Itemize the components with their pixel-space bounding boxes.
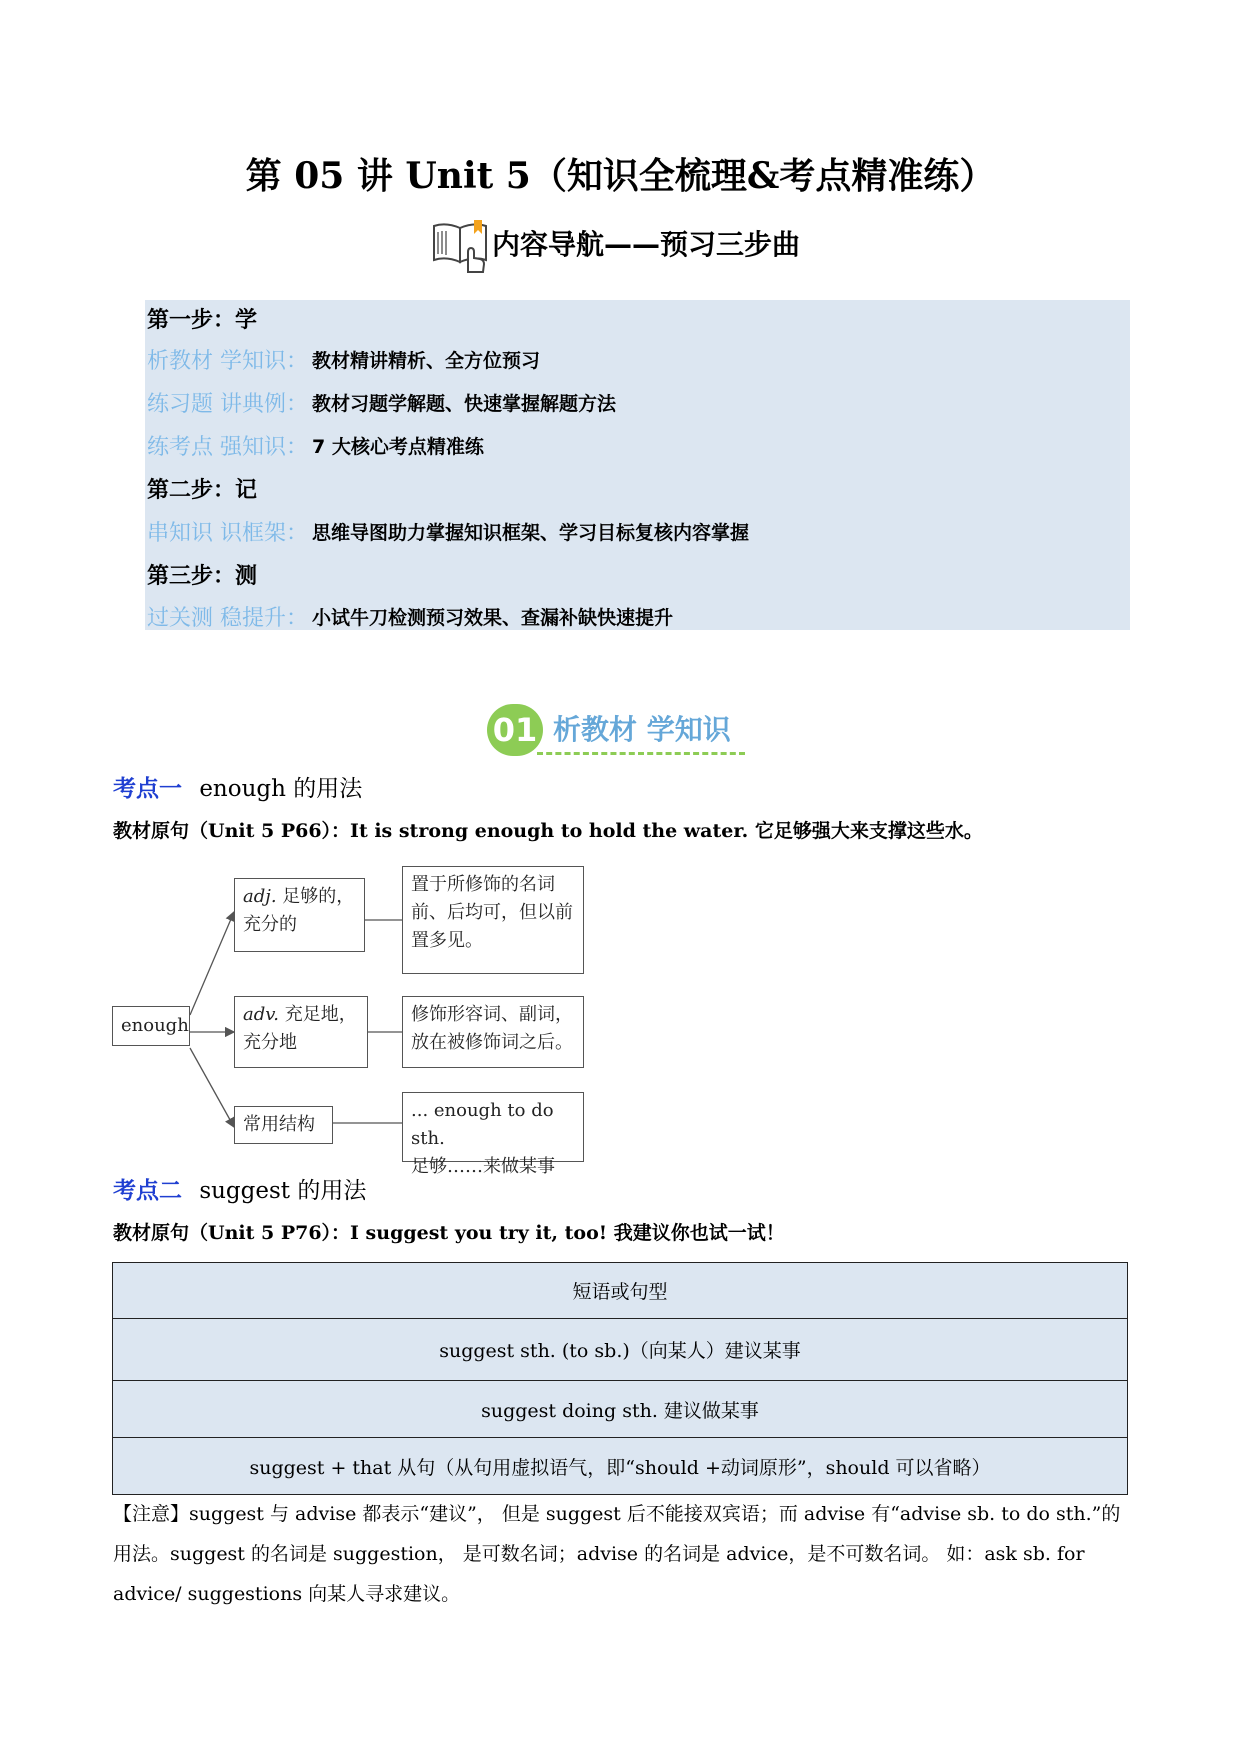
step-item-desc: 思维导图助力掌握知识框架、学习目标复核内容掌握 — [312, 521, 750, 544]
step-item-desc: 教材习题学解题、快速掌握解题方法 — [312, 392, 617, 415]
book-pointer-icon — [430, 212, 492, 274]
section-badge — [487, 700, 757, 762]
textbook-original-sentence: 教材原句（Unit 5 P76）：I suggest you try it, too! 我建议你也试一试！ — [113, 1222, 785, 1244]
content-navigation-heading — [430, 212, 800, 274]
key-point-label: 考点二 — [113, 1177, 182, 1204]
step-item — [147, 384, 616, 420]
key-point-heading — [113, 770, 362, 803]
adj-pos: adj. — [243, 886, 277, 907]
attention-note: 【注意】suggest 与 advise 都表示“建议”， 但是 suggest 后不能接双宾语；而 advise 有“advise sb. to do sth.”的用法。suggest 的名词是 suggestion， 是可数名词；advise 的名词是 advice，是不可数名词。 如：ask sb. for advice/ suggestions 向某人寻求建议。 — [113, 1503, 1121, 1605]
step-item-label: 串知识 识框架： — [147, 520, 308, 546]
step-item-label: 过关测 稳提升： — [147, 605, 308, 631]
step-item-desc: 小试牛刀检测预习效果、查漏补缺快速提升 — [312, 606, 674, 629]
step-item-desc: 7 大核心考点精准练 — [312, 435, 484, 458]
structure-line-1: ... enough to do sth. — [411, 1100, 554, 1149]
step-item-label: 练考点 强知识： — [147, 434, 308, 460]
step-item — [147, 341, 540, 377]
step-heading: 第二步：记 — [147, 477, 258, 503]
step-item — [147, 427, 484, 463]
textbook-original-sentence: 教材原句（Unit 5 P66）：It is strong enough to hold the water. 它足够强大来支撑这些水。 — [113, 820, 983, 842]
adv-meaning: 充足地，充分地 — [243, 1004, 357, 1053]
suggest-usage-table — [112, 1262, 1128, 1495]
step-item — [147, 513, 749, 549]
key-point-topic: enough 的用法 — [199, 776, 363, 802]
step-item-label: 练习题 讲典例： — [147, 391, 308, 417]
table-row — [113, 1381, 1128, 1438]
key-point-topic: suggest 的用法 — [199, 1178, 367, 1204]
step-item-label: 析教材 学知识： — [147, 348, 308, 374]
table-header-cell: 短语或句型 — [113, 1263, 1128, 1319]
step-heading: 第三步：测 — [147, 563, 258, 589]
diagram-structure-box: 常用结构 — [234, 1106, 333, 1144]
key-point-heading — [113, 1172, 366, 1205]
nav-heading-text: 内容导航——预习三步曲 — [492, 228, 801, 261]
adv-pos: adv. — [243, 1004, 280, 1025]
adj-meaning: 足够的，充分的 — [243, 886, 355, 935]
table-row — [113, 1438, 1128, 1495]
section-underline — [537, 752, 745, 755]
structure-line-2: 足够……来做某事 — [411, 1156, 555, 1177]
key-point-label: 考点一 — [113, 775, 182, 802]
diagram-structure-note-box — [402, 1092, 584, 1177]
section-number: 01 — [487, 704, 543, 756]
diagram-root-box: enough — [112, 1006, 190, 1046]
diagram-adv-box — [234, 996, 368, 1068]
diagram-adv-note-box: 修饰形容词、副词，放在被修饰词之后。 — [402, 996, 584, 1068]
step-heading: 第一步：学 — [147, 307, 258, 333]
table-cell: suggest + that 从句（从句用虚拟语气，即“should +动词原形”，should 可以省略） — [113, 1438, 1128, 1495]
table-row — [113, 1263, 1128, 1319]
study-steps-panel — [145, 300, 1130, 630]
page-title: 第 05 讲 Unit 5（知识全梳理&考点精准练） — [245, 155, 996, 197]
table-cell: suggest sth. (to sb.)（向某人）建议某事 — [113, 1319, 1128, 1381]
diagram-adj-box — [234, 878, 365, 952]
diagram-adj-note-box: 置于所修饰的名词前、后均可，但以前置多见。 — [402, 866, 584, 974]
step-item — [147, 598, 673, 634]
table-cell: suggest doing sth. 建议做某事 — [113, 1381, 1128, 1438]
step-item-desc: 教材精讲精析、全方位预习 — [312, 349, 541, 372]
table-row — [113, 1319, 1128, 1381]
section-name: 析教材 学知识 — [553, 713, 731, 746]
